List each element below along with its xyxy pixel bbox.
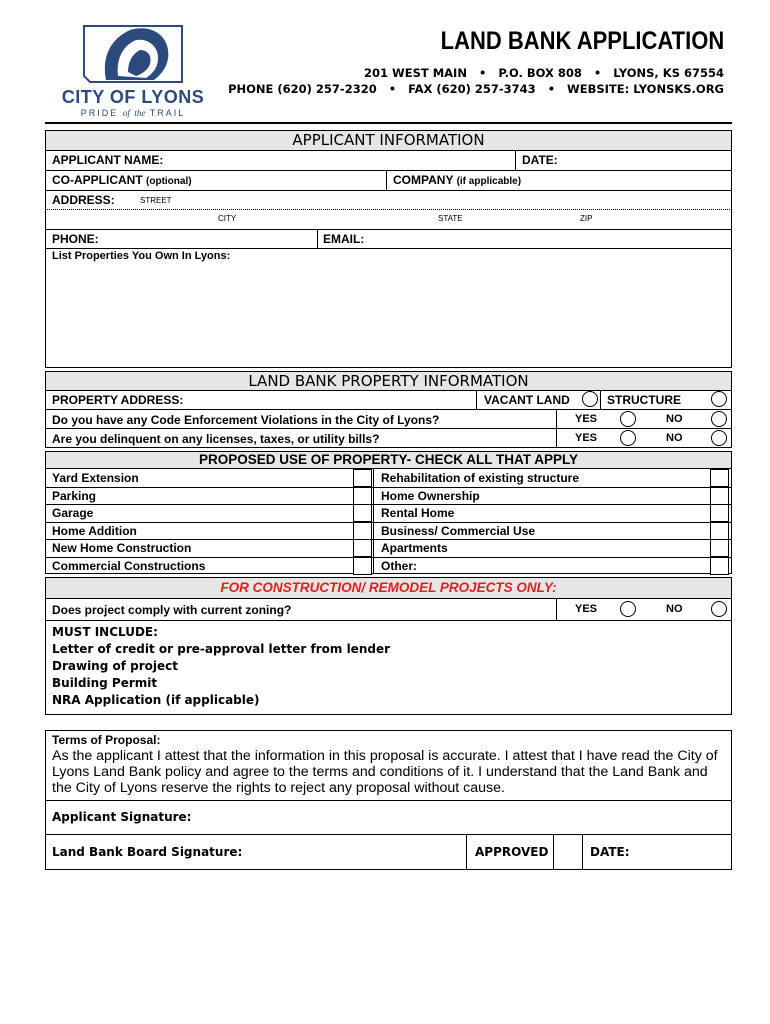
delinquent-no-radio[interactable] [711,430,727,446]
divider [556,599,557,620]
date-label: DATE: [522,153,558,167]
divider [45,834,732,835]
proposed-use-checkbox[interactable] [710,487,729,505]
city-logo [48,20,218,120]
divider [476,391,477,409]
phone-field[interactable] [100,230,310,247]
zoning-no-label: NO [666,603,683,615]
lion-emblem-icon [78,20,188,88]
code-violations-question: Do you have any Code Enforcement Violations in the City of Lyons? [52,413,440,427]
applicant-title: APPLICANT INFORMATION [292,131,485,149]
contact-line: PHONE (620) 257-2320 • FAX (620) 257-3743 • WEBSITE: LYONSKS.ORG [228,82,724,96]
properties-textarea[interactable] [52,264,725,364]
board-signature-field[interactable] [220,838,460,866]
proposed-use-checkbox[interactable] [710,469,729,487]
approved-label: APPROVED [475,845,549,859]
zoning-question: Does project comply with current zoning? [52,603,292,617]
zip-label: ZIP [580,214,593,223]
board-date-label: DATE: [590,845,630,859]
must-include-label: MUST INCLUDE: [52,625,158,639]
construction-title: FOR CONSTRUCTION/ REMODEL PROJECTS ONLY: [220,580,557,595]
proposed-use-option-label: Home Addition [52,523,137,538]
proposed-use-title: PROPOSED USE OF PROPERTY- CHECK ALL THAT APPLY [198,452,579,467]
proposed-use-checkbox[interactable] [353,469,372,487]
logo-tagline-of: of [122,108,130,118]
must-include-item: Drawing of project [52,659,178,673]
city-state-zip-field[interactable] [52,210,725,228]
date-field[interactable] [565,151,725,169]
board-date-field[interactable] [630,838,725,866]
page-title: LAND BANK APPLICATION [440,27,724,55]
company-label [393,173,521,187]
zoning-no-radio[interactable] [711,601,727,617]
coapplicant-label-text: CO-APPLICANT [52,173,143,187]
proposed-use-checkbox[interactable] [353,504,372,522]
code-violations-no-label: NO [666,413,683,425]
structure-label: STRUCTURE [607,393,681,407]
city-label: CITY [218,214,237,223]
proposed-use-checkbox[interactable] [710,539,729,557]
proposed-use-option-label: Home Ownership [381,488,480,503]
divider [45,409,732,410]
divider [45,620,732,621]
terms-text: As the applicant I attest that the information in this proposal is accurate. I attest that I have read the City of Lyons Land Bank policy and agree to the terms and conditions of it. I understand that the Land Bank and the City of Lyons reserve the rights to reject any proposal without cause. [52,748,718,796]
proposed-use-option-label: Business/ Commercial Use [381,523,536,538]
divider [45,539,732,540]
logo-tagline-the: the [134,108,146,118]
board-signature-label: Land Bank Board Signature: [52,845,243,859]
must-include-item: NRA Application (if applicable) [52,693,260,707]
company-label-text: COMPANY [393,173,454,187]
applicant-name-field[interactable] [160,151,510,169]
divider [317,229,318,248]
code-violations-yes-radio[interactable] [620,411,636,427]
divider [45,800,732,801]
proposed-use-checkbox[interactable] [353,522,372,540]
proposed-use-option-label: Yard Extension [52,471,139,485]
proposed-use-checkbox[interactable] [353,557,372,575]
divider [45,504,732,505]
approved-checkbox[interactable] [555,836,580,868]
divider [45,522,732,523]
proposed-use-checkbox[interactable] [710,522,729,540]
proposed-use-checkbox[interactable] [710,504,729,522]
applicant-name-label: APPLICANT NAME: [52,153,164,167]
code-violations-yes-label: YES [575,413,598,425]
proposed-use-checkbox[interactable] [353,487,372,505]
properties-label: List Properties You Own In Lyons: [52,250,231,262]
proposed-use-option-label: Other: [381,558,417,573]
proposed-use-option-label: Rehabilitation of existing structure [381,471,580,485]
address-line: 201 WEST MAIN • P.O. BOX 808 • LYONS, KS 67554 [364,66,724,80]
divider [45,487,732,488]
delinquent-no-label: NO [666,432,683,444]
must-include-item: Building Permit [52,676,158,690]
structure-radio[interactable] [711,391,727,407]
logo-tagline-pride: PRIDE [80,108,119,118]
divider [582,834,583,870]
address-label: ADDRESS: [52,193,115,207]
code-violations-no-radio[interactable] [711,411,727,427]
company-field[interactable] [525,171,725,189]
applicant-signature-field[interactable] [180,804,725,830]
property-address-field[interactable] [195,391,465,408]
applicant-signature-label: Applicant Signature: [52,810,192,824]
property-address-label: PROPERTY ADDRESS: [52,393,184,407]
proposed-use-option-label: New Home Construction [52,541,192,555]
proposed-use-checkbox[interactable] [353,539,372,557]
proposed-use-option-label: Parking [52,488,97,503]
proposed-use-option-label: Commercial Constructions [52,558,206,573]
delinquent-question: Are you delinquent on any licenses, taxes, or utility bills? [52,432,380,446]
logo-tagline [53,108,213,118]
terms-heading: Terms of Proposal: [52,733,161,747]
proposed-use-option-label: Rental Home [381,506,455,520]
divider [386,170,387,190]
company-note: (if applicable) [456,176,522,187]
property-title: LAND BANK PROPERTY INFORMATION [248,372,529,390]
vacant-land-label: VACANT LAND [484,393,570,407]
street-label: STREET [140,196,172,205]
street-field[interactable] [180,191,725,208]
proposed-use-option-label: Garage [52,506,94,520]
email-label: EMAIL: [323,232,365,246]
divider [45,248,732,249]
state-label: STATE [438,214,463,223]
divider [600,391,601,409]
proposed-use-option-label: Apartments [381,541,448,555]
logo-tagline-trail: TRAIL [149,108,186,118]
coapplicant-note: (optional) [146,176,192,187]
vacant-land-radio[interactable] [582,391,598,407]
divider [45,428,732,429]
divider [515,151,516,170]
delinquent-yes-label: YES [575,432,598,444]
must-include-item: Letter of credit or pre-approval letter from lender [52,642,391,656]
delinquent-yes-radio[interactable] [620,430,636,446]
divider [553,834,554,870]
header-divider [45,122,732,124]
zoning-yes-radio[interactable] [620,601,636,617]
logo-city-name: CITY OF LYONS [61,87,205,107]
email-field[interactable] [370,230,725,247]
coapplicant-field[interactable] [190,171,380,189]
proposed-use-checkbox[interactable] [710,557,729,575]
divider [45,557,732,558]
coapplicant-label [52,173,192,187]
divider [466,834,467,870]
zoning-yes-label: YES [575,603,598,615]
phone-label: PHONE: [52,232,99,246]
